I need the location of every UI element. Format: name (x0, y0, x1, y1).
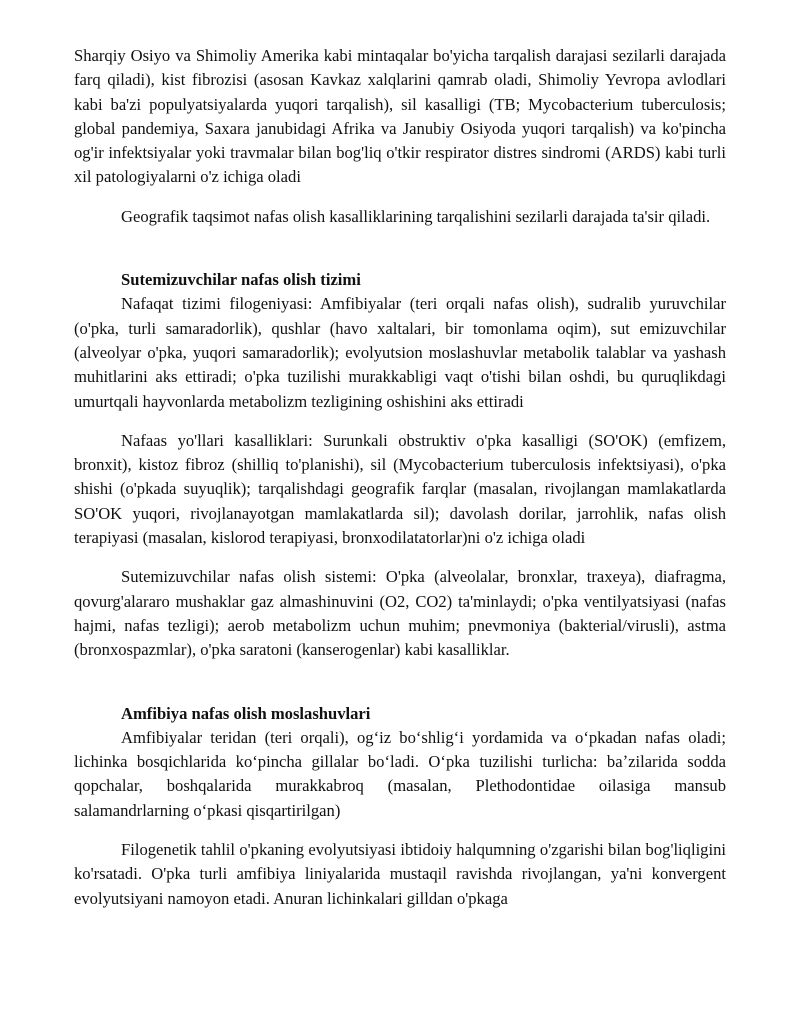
paragraph-phylogeny: Nafaqat tizimi filogeniyasi: Amfibiyalar (teri orqali nafas olish), sudralib yuruvchilar (o'pka, turli samaradorlik), qushlar (havo xaltalari, bir tomonlama oqim), sut emizuvchilar (alveolyar o'pka, yuqori samaradorlik); evolyutsion moslashuvlar metabolik talablar va yashash muhitlarini aks ettiradi; o'pka tuzilishi murakkabligi vaqt o'tishi bilan oshdi, bu quruqlikdagi umurtqali hayvonlarda metabolizm tezligining oshishini aks ettiradi (74, 294, 726, 411)
section-heading-mammal-respiratory: Sutemizuvchilar nafas olish tizimi (121, 270, 361, 290)
paragraph-respiratory-diseases: Nafaas yo'llari kasalliklari: Surunkali obstruktiv o'pka kasalligi (SO'OK) (emfizem, bronxit), kistoz fibroz (shilliq to'planishi), sil (Mycobacterium tuberculosis infektsiyasi), o'pka shishi (o'pkada suyuqlik); tarqalishdagi geografik farqlar (masalan, rivojlangan mamlakatlarda SO'OK yuqori, rivojlanayotgan mamlakatlarda sil); davolash dorilar, jarrohlik, nafas olish terapiyasi (masalan, kislorod terapiyasi, bronxodilatatorlar)ni o'z ichiga oladi (74, 430, 726, 548)
paragraph-amphibian-breathing: Amfibiyalar teridan (teri orqali), ogʻiz boʻshligʻi yordamida va oʻpkadan nafas oladi; lichinka bosqichlarida koʻpincha gillalar boʻladi. Oʻpka tuzilishi turlicha: baʼzilarida sodda qopchalar, boshqalarida murakkabroq (masalan, Plethodontidae oilasiga mansub salamandrlarning oʻpkasi qisqartirilgan) (74, 727, 726, 820)
paragraph-phylogenetic-analysis: Filogenetik tahlil o'pkaning evolyutsiyasi ibtidoiy halqumning o'zgarishi bilan bog'liqligini ko'rsatadi. O'pka turli amfibiya liniyalarida mustaqil ravishda rivojlangan, ya'ni konvergent evolyutsiyani namoyon etadi. Anuran lichinkalari gilldan o'pkaga (74, 840, 726, 908)
section-heading-amphibian-adaptations: Amfibiya nafas olish moslashuvlari (121, 703, 371, 723)
paragraph-continuation: Sharqiy Osiyo va Shimoliy Amerika kabi mintaqalar bo'yicha tarqalish darajasi sezilarli darajada farq qiladi), kist fibrozisi (asosan Kavkaz xalqlarini qamrab oladi, Shimoliy Yevropa avlodlari kabi ba'zi populyatsiyalarda yuqori tarqalish), sil kasalligi (TB; Mycobacterium tuberculosis; global pandemiya, Saxara janubidagi Afrika va Janubiy Osiyoda yuqori tarqalish) va ko'pincha og'ir infektsiyalar yoki travmalar bilan bog'liq o'tkir respirator distres sindromi (ARDS) kabi turli xil patologiyalarni o'z ichiga oladi (74, 46, 726, 187)
paragraph-mammal-system: Sutemizuvchilar nafas olish sistemi: O'pka (alveolalar, bronxlar, traxeya), diafragma, qovurg'alararo mushaklar gaz almashinuvini (O2, CO2) ta'minlaydi; o'pka ventilyatsiyasi (nafas hajmi, nafas tezligi); aerob metabolizm uchun muhim; pnevmoniya (bakterial/virusli), astma (bronxospazmlar), o'pka saratoni (kanserogenlar) kabi kasalliklar. (74, 567, 726, 660)
paragraph-geographic-distribution: Geografik taqsimot nafas olish kasalliklarining tarqalishini sezilarli darajada ta'sir qiladi. (121, 206, 711, 226)
